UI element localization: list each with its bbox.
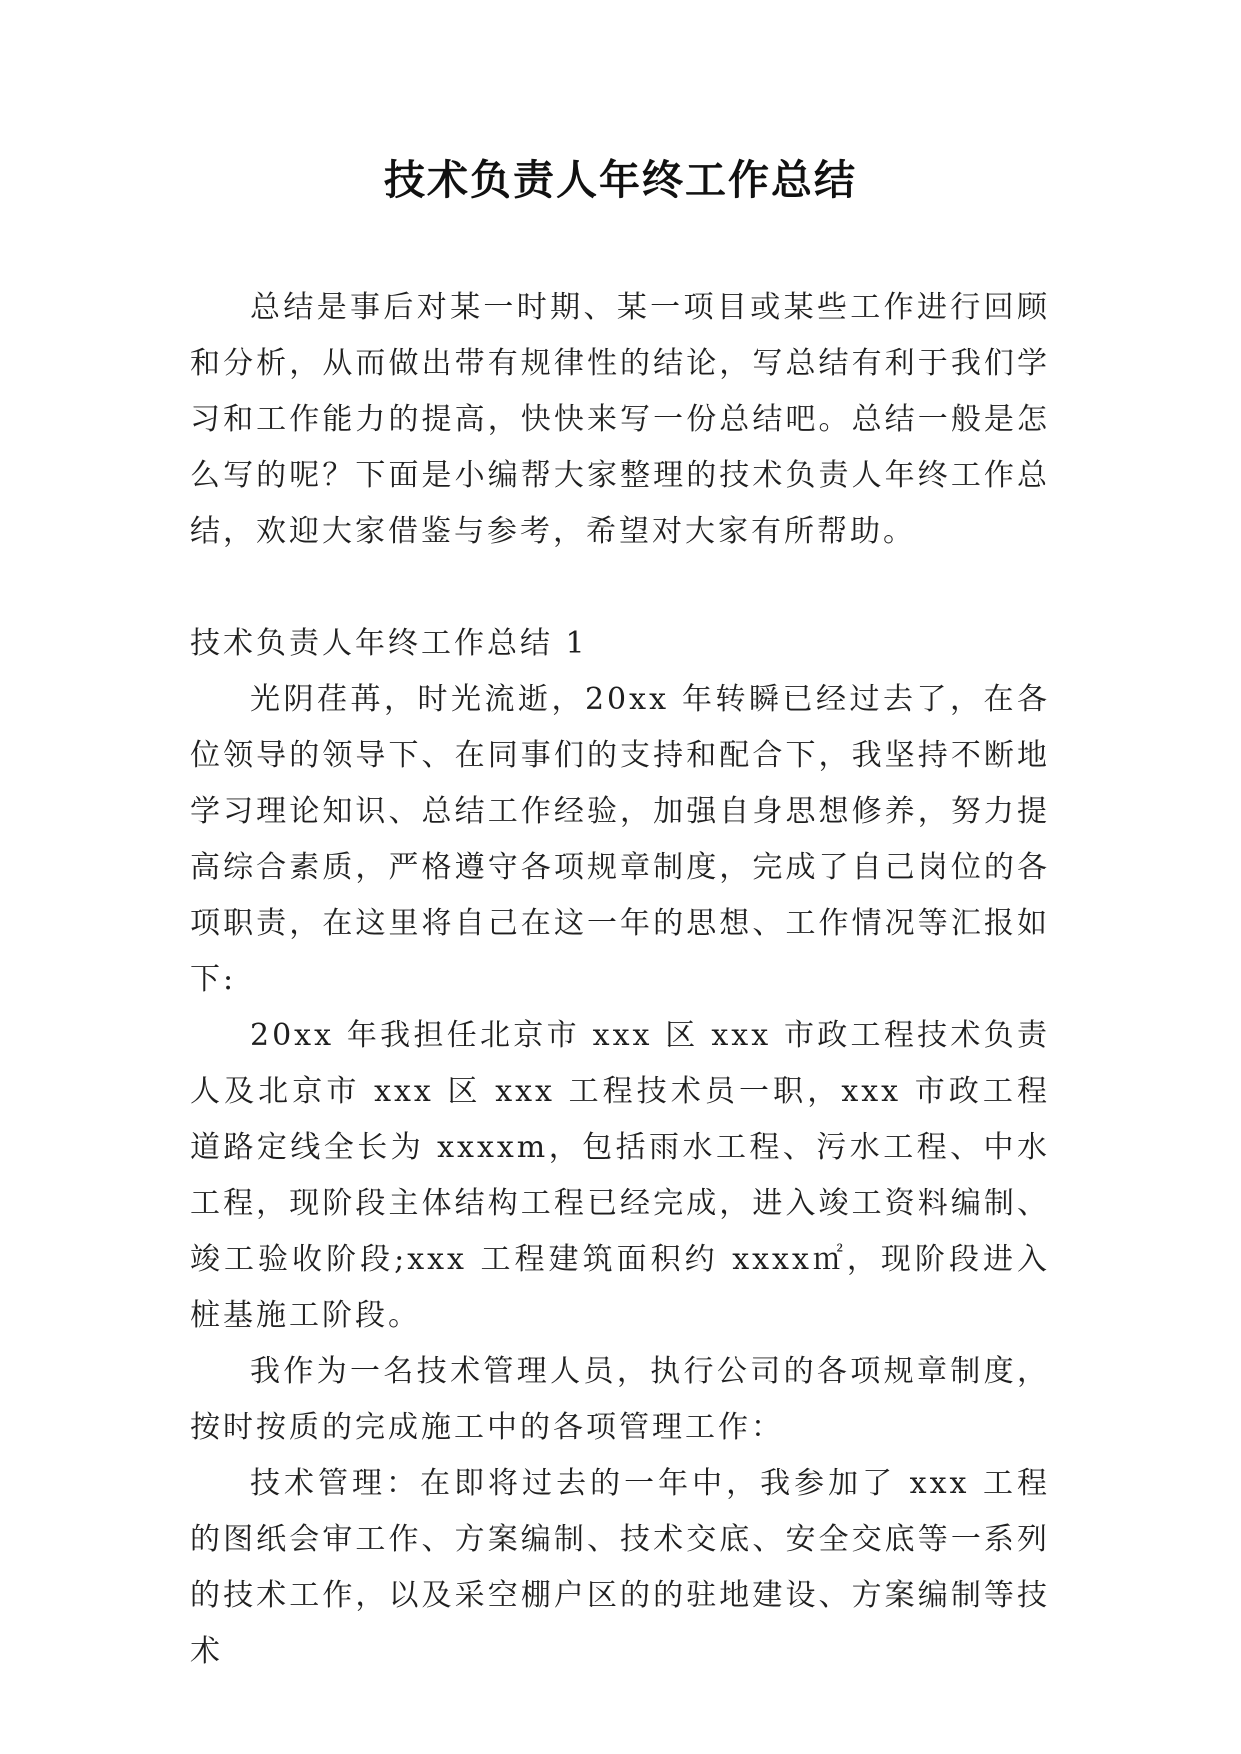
body-paragraph-2: 20xx 年我担任北京市 xxx 区 xxx 市政工程技术负责人及北京市 xxx 区 xxx 工程技术员一职，xxx 市政工程道路定线全长为 xxxxm，包括雨水工程、污水工程、中水工程，现阶段主体结构工程已经完成，进入竣工资料编制、竣工验收阶段;xxx 工程建筑面积约 xxxx㎡，现阶段进入桩基施工阶段。: [190, 1018, 1050, 1333]
paragraph-spacer: [190, 560, 1050, 616]
document-body: [190, 280, 1050, 1680]
body-paragraph-3: 我作为一名技术管理人员，执行公司的各项规章制度，按时按质的完成施工中的各项管理工作：: [190, 1354, 1050, 1445]
section-heading: 技术负责人年终工作总结 1: [190, 626, 588, 661]
document-title: 技术负责人年终工作总结: [384, 156, 857, 204]
body-paragraph-4: 技术管理：在即将过去的一年中，我参加了 xxx 工程的图纸会审工作、方案编制、技术交底、安全交底等一系列的技术工作，以及采空棚户区的的驻地建设、方案编制等技术: [190, 1466, 1050, 1669]
intro-paragraph: 总结是事后对某一时期、某一项目或某些工作进行回顾和分析，从而做出带有规律性的结论，写总结有利于我们学习和工作能力的提高，快快来写一份总结吧。总结一般是怎么写的呢？下面是小编帮大家整理的技术负责人年终工作总结，欢迎大家借鉴与参考，希望对大家有所帮助。: [190, 290, 1050, 549]
body-paragraph-1: 光阴荏苒，时光流逝，20xx 年转瞬已经过去了，在各位领导的领导下、在同事们的支持和配合下，我坚持不断地学习理论知识、总结工作经验，加强自身思想修养，努力提高综合素质，严格遵守各项规章制度，完成了自己岗位的各项职责，在这里将自己在这一年的思想、工作情况等汇报如下:: [190, 682, 1050, 997]
